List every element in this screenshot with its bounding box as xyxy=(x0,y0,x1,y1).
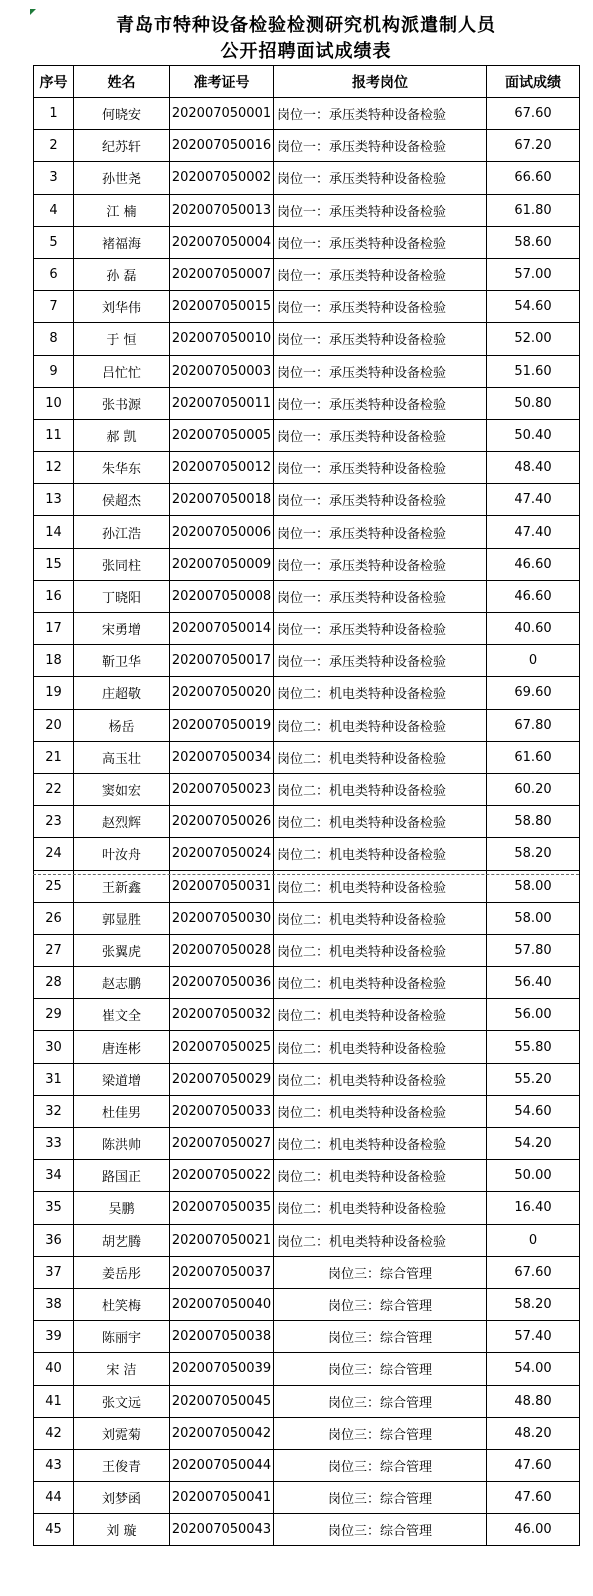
cell-score: 67.20 xyxy=(487,130,580,162)
cell-no: 25 xyxy=(34,870,74,902)
table-row xyxy=(34,645,580,677)
cell-exam-id: 202007050001 xyxy=(170,98,274,130)
cell-exam-id: 202007050033 xyxy=(170,1095,274,1127)
cell-score: 50.40 xyxy=(487,419,580,451)
cell-position: 岗位一：承压类特种设备检验 xyxy=(274,484,487,516)
cell-exam-id: 202007050024 xyxy=(170,838,274,870)
table-row xyxy=(34,838,580,870)
cell-position: 岗位二：机电类特种设备检验 xyxy=(274,838,487,870)
table-row xyxy=(34,1514,580,1546)
cell-no: 45 xyxy=(34,1514,74,1546)
cell-name: 吕忙忙 xyxy=(74,355,170,387)
cell-exam-id: 202007050013 xyxy=(170,194,274,226)
cell-position: 岗位二：机电类特种设备检验 xyxy=(274,806,487,838)
cell-position: 岗位三：综合管理 xyxy=(274,1256,487,1288)
cell-name: 孙世尧 xyxy=(74,162,170,194)
cell-name: 刘 璇 xyxy=(74,1514,170,1546)
cell-exam-id: 202007050018 xyxy=(170,484,274,516)
cell-exam-id: 202007050011 xyxy=(170,387,274,419)
cell-name: 张翼虎 xyxy=(74,934,170,966)
cell-score: 47.40 xyxy=(487,484,580,516)
cell-name: 杜笑梅 xyxy=(74,1288,170,1320)
cell-no: 1 xyxy=(34,98,74,130)
table-row xyxy=(34,1353,580,1385)
table-row xyxy=(34,258,580,290)
cell-name: 孙江浩 xyxy=(74,516,170,548)
table-row xyxy=(34,291,580,323)
table-row xyxy=(34,1256,580,1288)
cell-exam-id: 202007050029 xyxy=(170,1063,274,1095)
cell-no: 30 xyxy=(34,1031,74,1063)
cell-no: 2 xyxy=(34,130,74,162)
cell-score: 54.00 xyxy=(487,1353,580,1385)
cell-position: 岗位二：机电类特种设备检验 xyxy=(274,1128,487,1160)
cell-position: 岗位一：承压类特种设备检验 xyxy=(274,194,487,226)
cell-no: 16 xyxy=(34,580,74,612)
cell-position: 岗位一：承压类特种设备检验 xyxy=(274,130,487,162)
cell-name: 姜岳彤 xyxy=(74,1256,170,1288)
table-row xyxy=(34,516,580,548)
cell-score: 55.20 xyxy=(487,1063,580,1095)
table-row xyxy=(34,773,580,805)
cell-score: 48.80 xyxy=(487,1385,580,1417)
cell-no: 41 xyxy=(34,1385,74,1417)
cell-name: 崔文全 xyxy=(74,999,170,1031)
cell-exam-id: 202007050016 xyxy=(170,130,274,162)
cell-score: 67.80 xyxy=(487,709,580,741)
cell-score: 57.00 xyxy=(487,258,580,290)
cell-exam-id: 202007050015 xyxy=(170,291,274,323)
cell-position: 岗位二：机电类特种设备检验 xyxy=(274,934,487,966)
cell-position: 岗位一：承压类特种设备检验 xyxy=(274,162,487,194)
cell-no: 11 xyxy=(34,419,74,451)
cell-position: 岗位二：机电类特种设备检验 xyxy=(274,967,487,999)
cell-score: 55.80 xyxy=(487,1031,580,1063)
cell-position: 岗位二：机电类特种设备检验 xyxy=(274,1192,487,1224)
cell-position: 岗位一：承压类特种设备检验 xyxy=(274,548,487,580)
cell-no: 31 xyxy=(34,1063,74,1095)
table-row xyxy=(34,1288,580,1320)
table-row xyxy=(34,934,580,966)
cell-no: 6 xyxy=(34,258,74,290)
cell-position: 岗位二：机电类特种设备检验 xyxy=(274,1160,487,1192)
cell-exam-id: 202007050035 xyxy=(170,1192,274,1224)
table-row xyxy=(34,806,580,838)
cell-no: 20 xyxy=(34,709,74,741)
cell-score: 0 xyxy=(487,1224,580,1256)
cell-no: 32 xyxy=(34,1095,74,1127)
cell-exam-id: 202007050003 xyxy=(170,355,274,387)
cell-no: 26 xyxy=(34,902,74,934)
table-row xyxy=(34,677,580,709)
table-row xyxy=(34,1095,580,1127)
cell-name: 张文远 xyxy=(74,1385,170,1417)
cell-no: 7 xyxy=(34,291,74,323)
table-row xyxy=(34,999,580,1031)
cell-no: 22 xyxy=(34,773,74,805)
cell-score: 58.20 xyxy=(487,1288,580,1320)
cell-position: 岗位三：综合管理 xyxy=(274,1417,487,1449)
cell-no: 29 xyxy=(34,999,74,1031)
cell-name: 何晓安 xyxy=(74,98,170,130)
cell-exam-id: 202007050023 xyxy=(170,773,274,805)
cell-score: 46.60 xyxy=(487,548,580,580)
table-body xyxy=(34,98,580,1546)
cell-exam-id: 202007050032 xyxy=(170,999,274,1031)
cell-no: 4 xyxy=(34,194,74,226)
cell-position: 岗位一：承压类特种设备检验 xyxy=(274,387,487,419)
cell-exam-id: 202007050021 xyxy=(170,1224,274,1256)
cell-exam-id: 202007050002 xyxy=(170,162,274,194)
cell-score: 56.00 xyxy=(487,999,580,1031)
cell-score: 54.20 xyxy=(487,1128,580,1160)
cell-name: 杨岳 xyxy=(74,709,170,741)
cell-position: 岗位三：综合管理 xyxy=(274,1449,487,1481)
cell-name: 郭显胜 xyxy=(74,902,170,934)
cell-no: 13 xyxy=(34,484,74,516)
table-row xyxy=(34,709,580,741)
cell-position: 岗位三：综合管理 xyxy=(274,1385,487,1417)
cell-name: 唐连彬 xyxy=(74,1031,170,1063)
cell-exam-id: 202007050030 xyxy=(170,902,274,934)
cell-position: 岗位一：承压类特种设备检验 xyxy=(274,323,487,355)
cell-name: 张同柱 xyxy=(74,548,170,580)
cell-score: 46.60 xyxy=(487,580,580,612)
table-row xyxy=(34,387,580,419)
cell-position: 岗位二：机电类特种设备检验 xyxy=(274,1224,487,1256)
cell-position: 岗位二：机电类特种设备检验 xyxy=(274,999,487,1031)
cell-name: 窦如宏 xyxy=(74,773,170,805)
cell-exam-id: 202007050008 xyxy=(170,580,274,612)
cell-no: 12 xyxy=(34,452,74,484)
cell-name: 朱华东 xyxy=(74,452,170,484)
cell-score: 47.40 xyxy=(487,516,580,548)
cell-name: 赵志鹏 xyxy=(74,967,170,999)
cell-exam-id: 202007050038 xyxy=(170,1321,274,1353)
cell-score: 66.60 xyxy=(487,162,580,194)
table-row xyxy=(34,1224,580,1256)
cell-score: 56.40 xyxy=(487,967,580,999)
cell-no: 3 xyxy=(34,162,74,194)
cell-score: 46.00 xyxy=(487,1514,580,1546)
cell-position: 岗位一：承压类特种设备检验 xyxy=(274,516,487,548)
cell-no: 19 xyxy=(34,677,74,709)
cell-score: 69.60 xyxy=(487,677,580,709)
table-row xyxy=(34,1449,580,1481)
cell-exam-id: 202007050025 xyxy=(170,1031,274,1063)
page-subtitle: 公开招聘面试成绩表 xyxy=(220,41,392,62)
page-break-line xyxy=(33,874,579,875)
page-title: 青岛市特种设备检验检测研究机构派遣制人员 xyxy=(116,15,496,36)
cell-no: 39 xyxy=(34,1321,74,1353)
cell-score: 0 xyxy=(487,645,580,677)
cell-name: 张书源 xyxy=(74,387,170,419)
cell-score: 50.00 xyxy=(487,1160,580,1192)
cell-name: 庄超敬 xyxy=(74,677,170,709)
cell-exam-id: 202007050012 xyxy=(170,452,274,484)
cell-score: 58.00 xyxy=(487,870,580,902)
cell-no: 10 xyxy=(34,387,74,419)
cell-exam-id: 202007050040 xyxy=(170,1288,274,1320)
score-table xyxy=(33,65,580,1546)
cell-exam-id: 202007050004 xyxy=(170,226,274,258)
cell-no: 34 xyxy=(34,1160,74,1192)
cell-exam-id: 202007050039 xyxy=(170,1353,274,1385)
cell-score: 51.60 xyxy=(487,355,580,387)
cell-score: 58.20 xyxy=(487,838,580,870)
cell-score: 61.80 xyxy=(487,194,580,226)
cell-no: 33 xyxy=(34,1128,74,1160)
header-row xyxy=(34,66,580,98)
cell-position: 岗位二：机电类特种设备检验 xyxy=(274,1095,487,1127)
table-row xyxy=(34,1063,580,1095)
cell-exam-id: 202007050044 xyxy=(170,1449,274,1481)
cell-position: 岗位二：机电类特种设备检验 xyxy=(274,870,487,902)
cell-score: 16.40 xyxy=(487,1192,580,1224)
cell-score: 40.60 xyxy=(487,613,580,645)
cell-position: 岗位一：承压类特种设备检验 xyxy=(274,419,487,451)
cell-score: 54.60 xyxy=(487,291,580,323)
cell-exam-id: 202007050006 xyxy=(170,516,274,548)
cell-exam-id: 202007050026 xyxy=(170,806,274,838)
cell-name: 刘梦函 xyxy=(74,1482,170,1514)
cell-exam-id: 202007050037 xyxy=(170,1256,274,1288)
cell-exam-id: 202007050010 xyxy=(170,323,274,355)
cell-score: 54.60 xyxy=(487,1095,580,1127)
table-row xyxy=(34,226,580,258)
cell-no: 21 xyxy=(34,741,74,773)
cell-position: 岗位一：承压类特种设备检验 xyxy=(274,452,487,484)
cell-position: 岗位三：综合管理 xyxy=(274,1482,487,1514)
cell-exam-id: 202007050005 xyxy=(170,419,274,451)
cell-position: 岗位三：综合管理 xyxy=(274,1321,487,1353)
cell-exam-id: 202007050041 xyxy=(170,1482,274,1514)
cell-position: 岗位一：承压类特种设备检验 xyxy=(274,645,487,677)
cell-name: 侯超杰 xyxy=(74,484,170,516)
cell-position: 岗位三：综合管理 xyxy=(274,1288,487,1320)
cell-position: 岗位二：机电类特种设备检验 xyxy=(274,709,487,741)
table-row xyxy=(34,902,580,934)
cell-score: 61.60 xyxy=(487,741,580,773)
cell-score: 58.60 xyxy=(487,226,580,258)
cell-no: 27 xyxy=(34,934,74,966)
header-position: 报考岗位 xyxy=(274,66,487,98)
table-row xyxy=(34,452,580,484)
cell-name: 胡艺腾 xyxy=(74,1224,170,1256)
cell-exam-id: 202007050042 xyxy=(170,1417,274,1449)
cell-no: 36 xyxy=(34,1224,74,1256)
cell-no: 35 xyxy=(34,1192,74,1224)
cell-exam-id: 202007050014 xyxy=(170,613,274,645)
cell-no: 5 xyxy=(34,226,74,258)
cell-name: 丁晓阳 xyxy=(74,580,170,612)
cell-exam-id: 202007050045 xyxy=(170,1385,274,1417)
cell-position: 岗位一：承压类特种设备检验 xyxy=(274,98,487,130)
cell-name: 王俊青 xyxy=(74,1449,170,1481)
table-row xyxy=(34,580,580,612)
cell-exam-id: 202007050019 xyxy=(170,709,274,741)
cell-score: 48.20 xyxy=(487,1417,580,1449)
table-row xyxy=(34,1031,580,1063)
cell-no: 38 xyxy=(34,1288,74,1320)
table-row xyxy=(34,162,580,194)
cell-name: 刘华伟 xyxy=(74,291,170,323)
cell-no: 8 xyxy=(34,323,74,355)
cell-name: 于 恒 xyxy=(74,323,170,355)
table-row xyxy=(34,1482,580,1514)
cell-score: 57.80 xyxy=(487,934,580,966)
cell-score: 48.40 xyxy=(487,452,580,484)
table-row xyxy=(34,613,580,645)
cell-position: 岗位一：承压类特种设备检验 xyxy=(274,226,487,258)
cell-no: 28 xyxy=(34,967,74,999)
table-row xyxy=(34,548,580,580)
cell-name: 叶汝舟 xyxy=(74,838,170,870)
cell-position: 岗位一：承压类特种设备检验 xyxy=(274,580,487,612)
table-row xyxy=(34,98,580,130)
table-row xyxy=(34,1321,580,1353)
cell-name: 王新鑫 xyxy=(74,870,170,902)
table-row xyxy=(34,484,580,516)
table-row xyxy=(34,1192,580,1224)
cell-no: 15 xyxy=(34,548,74,580)
cell-exam-id: 202007050017 xyxy=(170,645,274,677)
cell-name: 吴鹏 xyxy=(74,1192,170,1224)
cell-score: 67.60 xyxy=(487,98,580,130)
cell-score: 67.60 xyxy=(487,1256,580,1288)
cell-exam-id: 202007050034 xyxy=(170,741,274,773)
cell-score: 58.00 xyxy=(487,902,580,934)
cell-name: 陈丽宇 xyxy=(74,1321,170,1353)
cell-score: 58.80 xyxy=(487,806,580,838)
cell-position: 岗位一：承压类特种设备检验 xyxy=(274,613,487,645)
table-row xyxy=(34,1417,580,1449)
cell-score: 47.60 xyxy=(487,1449,580,1481)
cell-position: 岗位二：机电类特种设备检验 xyxy=(274,773,487,805)
cell-score: 47.60 xyxy=(487,1482,580,1514)
cell-no: 14 xyxy=(34,516,74,548)
cell-name: 郝 凯 xyxy=(74,419,170,451)
cell-name: 梁道增 xyxy=(74,1063,170,1095)
table-row xyxy=(34,967,580,999)
cell-no: 42 xyxy=(34,1417,74,1449)
cell-no: 9 xyxy=(34,355,74,387)
cell-position: 岗位二：机电类特种设备检验 xyxy=(274,902,487,934)
cell-exam-id: 202007050043 xyxy=(170,1514,274,1546)
table-row xyxy=(34,1385,580,1417)
cell-position: 岗位三：综合管理 xyxy=(274,1353,487,1385)
cell-position: 岗位一：承压类特种设备检验 xyxy=(274,258,487,290)
cell-name: 江 楠 xyxy=(74,194,170,226)
cell-exam-id: 202007050036 xyxy=(170,967,274,999)
cell-position: 岗位二：机电类特种设备检验 xyxy=(274,741,487,773)
table-row xyxy=(34,130,580,162)
table-row xyxy=(34,419,580,451)
cell-exam-id: 202007050022 xyxy=(170,1160,274,1192)
cell-name: 纪苏轩 xyxy=(74,130,170,162)
cell-name: 赵烈辉 xyxy=(74,806,170,838)
table-row xyxy=(34,323,580,355)
cell-name: 褚福海 xyxy=(74,226,170,258)
cell-no: 24 xyxy=(34,838,74,870)
cell-no: 37 xyxy=(34,1256,74,1288)
cell-no: 44 xyxy=(34,1482,74,1514)
header-name: 姓名 xyxy=(74,66,170,98)
cell-exam-id: 202007050020 xyxy=(170,677,274,709)
table-row xyxy=(34,741,580,773)
cell-position: 岗位二：机电类特种设备检验 xyxy=(274,1031,487,1063)
cell-exam-id: 202007050031 xyxy=(170,870,274,902)
cell-score: 57.40 xyxy=(487,1321,580,1353)
table-row xyxy=(34,1160,580,1192)
cell-score: 60.20 xyxy=(487,773,580,805)
cell-name: 杜佳男 xyxy=(74,1095,170,1127)
cell-exam-id: 202007050028 xyxy=(170,934,274,966)
cell-no: 43 xyxy=(34,1449,74,1481)
cell-score: 50.80 xyxy=(487,387,580,419)
cell-name: 高玉壮 xyxy=(74,741,170,773)
cell-name: 宋勇增 xyxy=(74,613,170,645)
header-exam-id: 准考证号 xyxy=(170,66,274,98)
cell-name: 宋 洁 xyxy=(74,1353,170,1385)
cell-exam-id: 202007050009 xyxy=(170,548,274,580)
cell-position: 岗位三：综合管理 xyxy=(274,1514,487,1546)
cell-position: 岗位二：机电类特种设备检验 xyxy=(274,677,487,709)
cell-name: 靳卫华 xyxy=(74,645,170,677)
cell-exam-id: 202007050007 xyxy=(170,258,274,290)
cell-no: 40 xyxy=(34,1353,74,1385)
cell-name: 刘霓菊 xyxy=(74,1417,170,1449)
header-no: 序号 xyxy=(34,66,74,98)
table-row xyxy=(34,194,580,226)
cell-no: 23 xyxy=(34,806,74,838)
cell-exam-id: 202007050027 xyxy=(170,1128,274,1160)
cell-no: 18 xyxy=(34,645,74,677)
cell-name: 陈洪帅 xyxy=(74,1128,170,1160)
cell-position: 岗位一：承压类特种设备检验 xyxy=(274,355,487,387)
table-row xyxy=(34,355,580,387)
header-score: 面试成绩 xyxy=(487,66,580,98)
cell-score: 52.00 xyxy=(487,323,580,355)
cell-name: 路国正 xyxy=(74,1160,170,1192)
cell-no: 17 xyxy=(34,613,74,645)
table-row xyxy=(34,1128,580,1160)
cell-name: 孙 磊 xyxy=(74,258,170,290)
cell-position: 岗位二：机电类特种设备检验 xyxy=(274,1063,487,1095)
cell-position: 岗位一：承压类特种设备检验 xyxy=(274,291,487,323)
